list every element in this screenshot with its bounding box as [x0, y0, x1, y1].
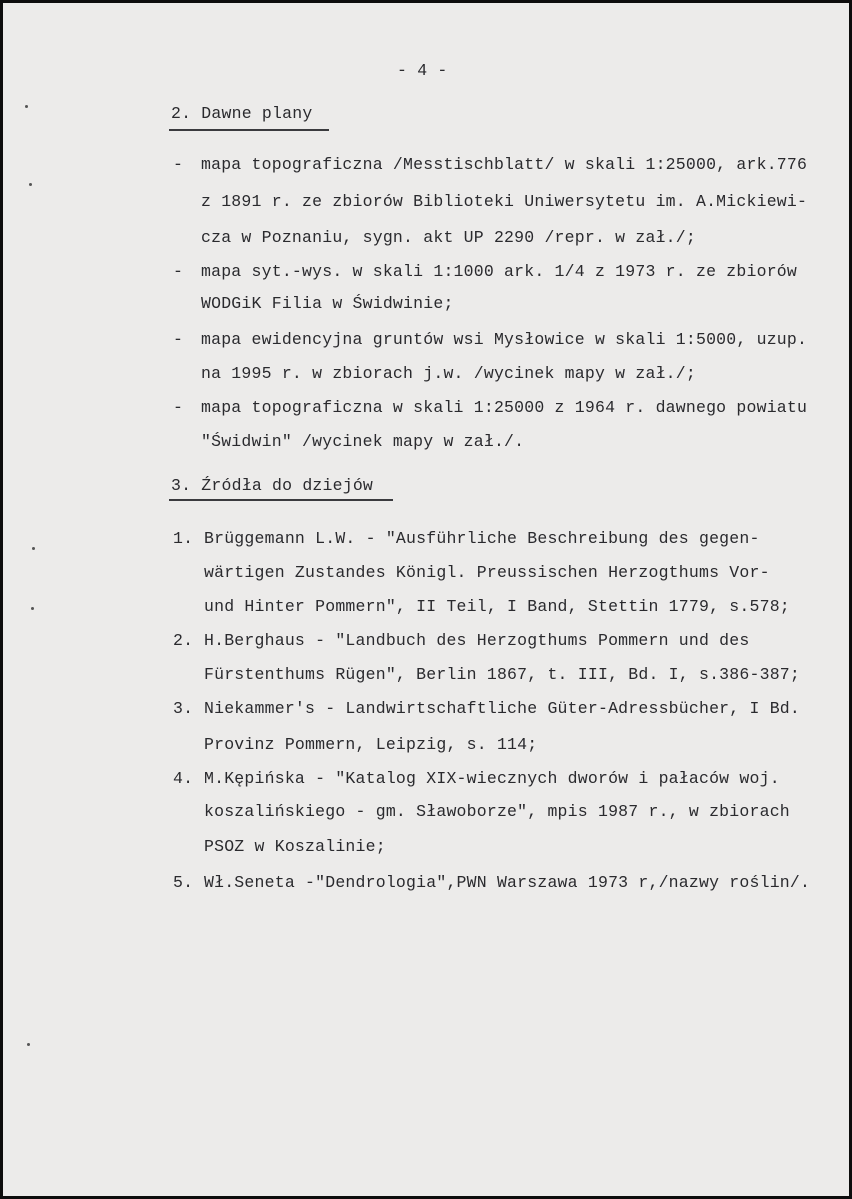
list-item-line: mapa syt.-wys. w skali 1:1000 ark. 1/4 z 1973 r. ze zbiorów [201, 262, 797, 281]
item-line: koszalińskiego - gm. Sławoborze", mpis 1987 r., w zbiorach [204, 802, 790, 821]
section-2-heading-underline [169, 129, 329, 131]
item-line: H.Berghaus - "Landbuch des Herzogthums Pommern und des [204, 631, 750, 650]
section-2-heading: 2. Dawne plany [171, 104, 313, 123]
section-3-heading: 3. Źródła do dziejów [171, 476, 374, 495]
list-item-line: mapa topograficzna /Messtischblatt/ w skali 1:25000, ark.776 [201, 155, 808, 174]
item-number: 4. [173, 769, 194, 788]
scan-speck [29, 183, 32, 186]
item-line: M.Kępińska - "Katalog XIX-wiecznych dworów i pałaców woj. [204, 769, 780, 788]
item-line: Wł.Seneta -"Dendrologia",PWN Warszawa 1973 r,/nazwy roślin/. [204, 873, 811, 892]
item-line: Fürstenthums Rügen", Berlin 1867, t. III, Bd. I, s.386-387; [204, 665, 800, 684]
item-line: Brüggemann L.W. - "Ausführliche Beschreibung des gegen- [204, 529, 760, 548]
item-line: Provinz Pommern, Leipzig, s. 114; [204, 735, 538, 754]
item-number: 5. [173, 873, 194, 892]
page-number: - 4 - [397, 61, 448, 80]
item-line: PSOZ w Koszalinie; [204, 837, 386, 856]
item-number: 3. [173, 699, 194, 718]
list-bullet: - [173, 262, 183, 281]
list-item-line: mapa topograficzna w skali 1:25000 z 1964 r. dawnego powiatu [201, 398, 808, 417]
list-bullet: - [173, 398, 183, 417]
list-item-line: na 1995 r. w zbiorach j.w. /wycinek mapy w zał./; [201, 364, 696, 383]
item-line: und Hinter Pommern", II Teil, I Band, Stettin 1779, s.578; [204, 597, 790, 616]
item-line: Niekammer's - Landwirtschaftliche Güter-Adressbücher, I Bd. [204, 699, 800, 718]
scan-speck [25, 105, 28, 108]
scan-speck [27, 1043, 30, 1046]
scan-speck [31, 607, 34, 610]
list-item-line: cza w Poznaniu, sygn. akt UP 2290 /repr. w zał./; [201, 228, 696, 247]
item-number: 1. [173, 529, 194, 548]
list-bullet: - [173, 330, 183, 349]
scan-speck [32, 547, 35, 550]
list-bullet: - [173, 155, 183, 174]
list-item-line: "Świdwin" /wycinek mapy w zał./. [201, 432, 525, 451]
section-3-heading-underline [169, 499, 393, 501]
item-line: wärtigen Zustandes Königl. Preussischen Herzogthums Vor- [204, 563, 770, 582]
list-item-line: z 1891 r. ze zbiorów Biblioteki Uniwersytetu im. A.Mickiewi- [201, 192, 808, 211]
item-number: 2. [173, 631, 194, 650]
list-item-line: WODGiK Filia w Świdwinie; [201, 294, 454, 313]
document-page [3, 3, 849, 1196]
list-item-line: mapa ewidencyjna gruntów wsi Mysłowice w skali 1:5000, uzup. [201, 330, 808, 349]
